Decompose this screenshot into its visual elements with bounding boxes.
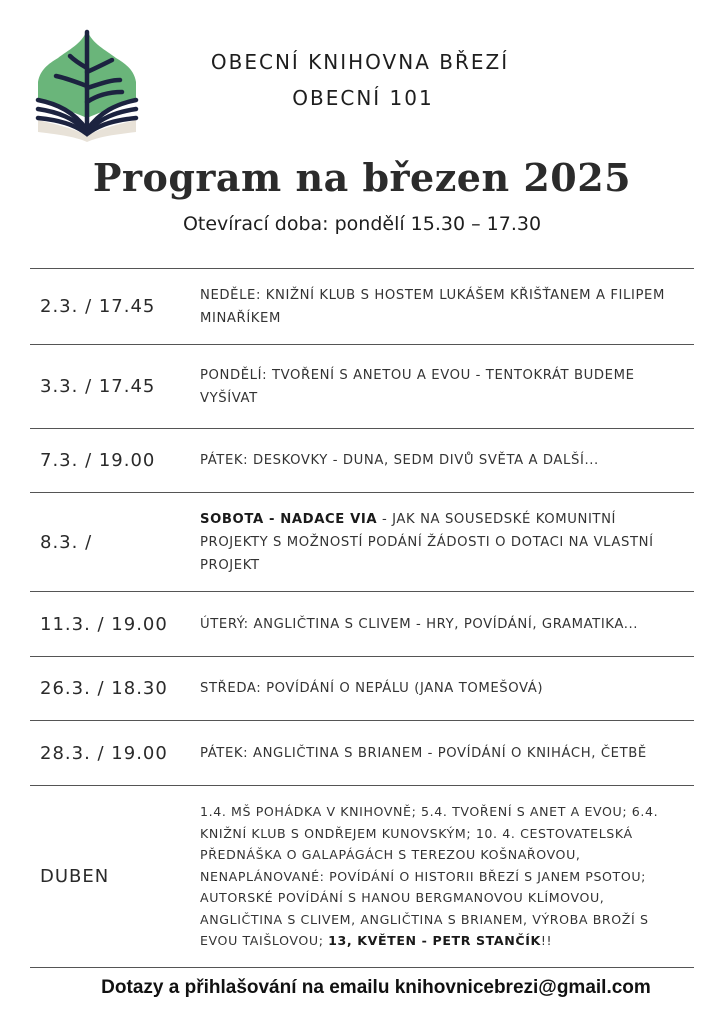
april-row — [30, 785, 694, 968]
event-date: 2.3. / 17.45 — [40, 296, 156, 317]
event-date: 3.3. / 17.45 — [40, 376, 156, 397]
event-table — [30, 268, 694, 968]
library-logo — [30, 20, 145, 145]
event-date: 7.3. / 19.00 — [40, 450, 156, 471]
event-row — [30, 492, 694, 591]
april-description — [200, 801, 694, 952]
event-text: - JAK NA SOUSEDSKÉ KOMUNITNÍ PROJEKTY S MOŽNOSTÍ PODÁNÍ ŽÁDOSTI O DOTACI NA VLASTNÍ PROJEKT — [200, 511, 654, 573]
event-description — [200, 508, 694, 577]
page-title: Program na březen 2025 — [92, 155, 632, 200]
event-text: ÚTERÝ: ANGLIČTINA S CLIVEM - HRY, POVÍDÁNÍ, GRAMATIKA... — [200, 616, 639, 632]
april-tail: !! — [540, 933, 553, 949]
org-name: OBECNÍ KNIHOVNA BŘEZÍ — [210, 50, 510, 74]
contact-footer: Dotazy a přihlašování na emailu knihovnicebrezi@gmail.com — [101, 977, 651, 998]
event-description — [200, 449, 694, 472]
event-text: PÁTEK: DESKOVKY - DUNA, SEDM DIVŮ SVĚTA A DALŠÍ... — [200, 453, 599, 468]
event-description — [200, 284, 694, 330]
event-text: NEDĚLE: KNIŽNÍ KLUB S HOSTEM LUKÁŠEM KŘIŠŤANEM A FILIPEM MINAŘÍKEM — [200, 287, 665, 326]
event-description — [200, 613, 694, 636]
event-row — [30, 720, 694, 785]
event-highlight: SOBOTA - NADACE VIA — [200, 511, 378, 527]
event-date: 28.3. / 19.00 — [40, 742, 168, 764]
event-row — [30, 268, 694, 344]
event-row — [30, 656, 694, 720]
event-row — [30, 344, 694, 428]
event-date: 8.3. / — [40, 531, 93, 553]
event-description — [200, 742, 694, 765]
org-address: OBECNÍ 101 — [292, 86, 434, 110]
event-text: PÁTEK: ANGLIČTINA S BRIANEM - POVÍDÁNÍ O KNIHÁCH, ČETBĚ — [200, 745, 647, 761]
opening-hours: Otevírací doba: pondělí 15.30 – 17.30 — [182, 213, 542, 235]
event-text: STŘEDA: POVÍDÁNÍ O NEPÁLU (JANA TOMEŠOVÁ) — [200, 681, 544, 696]
event-description — [200, 364, 694, 410]
event-date: 26.3. / 18.30 — [40, 678, 168, 699]
april-label: DUBEN — [40, 866, 110, 887]
april-highlight: 13, KVĚTEN - PETR STANČÍK — [328, 933, 541, 949]
event-description — [200, 677, 694, 700]
event-row — [30, 591, 694, 656]
april-text: 1.4. MŠ POHÁDKA V KNIHOVNĚ; 5.4. TVOŘENÍ S ANET A EVOU; 6.4. KNIŽNÍ KLUB S ONDŘEJEM KUNOVSKÝM; 10. 4. CESTOVATELSKÁ PŘEDNÁŠKA O GALAPÁGÁCH S TEREZOU KOŠNAŘOVOU, NENAPLÁNOVANÉ: POVÍDÁNÍ O HISTORII BŘEZÍ S JANEM PSOTOU; AUTORSKÉ POVÍDÁNÍ S HANOU BERGMANOVOU KLÍMOVOU, ANGLIČTINA S CLIVEM, ANGLIČTINA S BRIANEM, VÝROBA BROŽÍ S EVOU TAIŠLOVOU; — [200, 804, 659, 949]
leaf-book-logo-icon — [30, 20, 145, 145]
event-row — [30, 428, 694, 492]
event-date: 11.3. / 19.00 — [40, 613, 168, 635]
event-text: PONDĚLÍ: TVOŘENÍ S ANETOU A EVOU - TENTOKRÁT BUDEME VYŠÍVAT — [200, 367, 635, 406]
